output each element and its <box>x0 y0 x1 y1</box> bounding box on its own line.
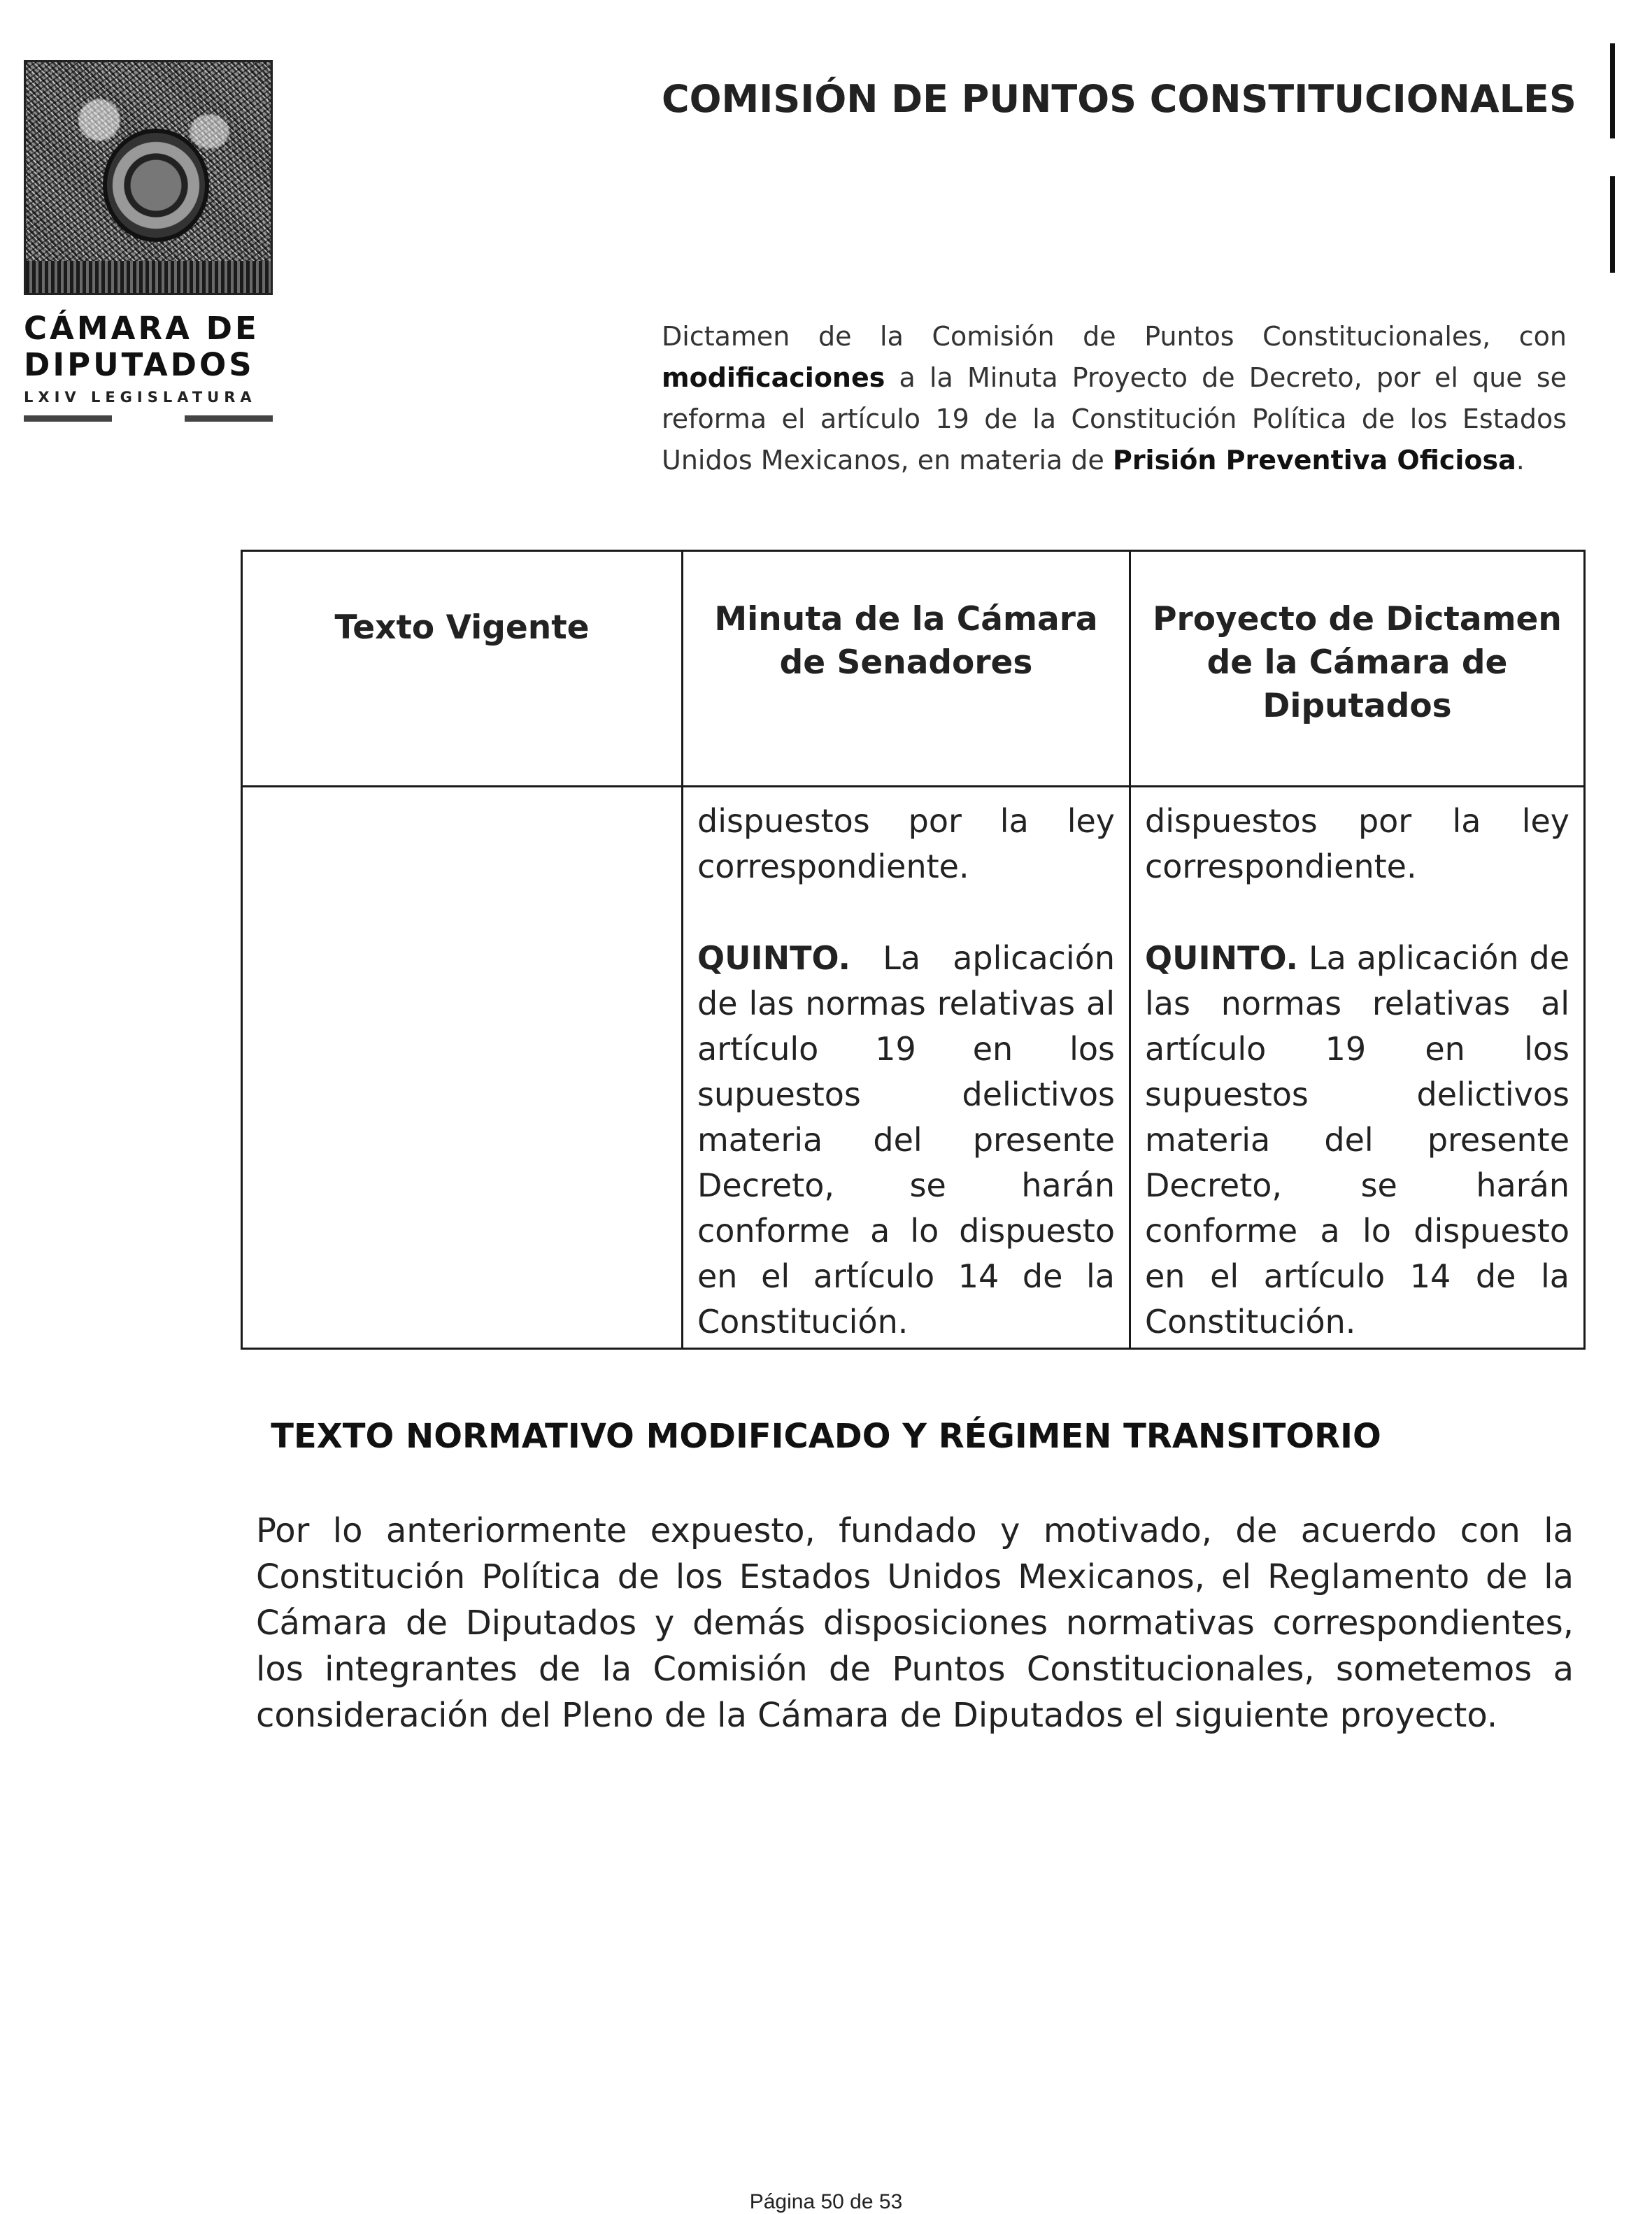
summary-text: . <box>1516 445 1525 476</box>
seal-base <box>26 261 271 293</box>
logo-bar-right <box>185 415 273 422</box>
legislatura-label: LXIV LEGISLATURA <box>24 389 257 406</box>
comparison-table <box>241 550 1586 1350</box>
summary-bold-modificaciones: modificaciones <box>662 362 885 393</box>
chamber-name-line-2: DIPUTADOS <box>24 346 255 383</box>
cell-intro-text: dispuestos por la ley correspondiente. <box>1145 802 1569 885</box>
article-label: QUINTO. <box>1145 939 1299 977</box>
commission-title: COMISIÓN DE PUNTOS CONSTITUCIONALES <box>662 77 1576 121</box>
article-text: La aplicación de las normas relativas al artículo 19 en los supuestos delictivos materia del presente Decreto, se harán conforme a lo dispuesto en el artículo 14 de la Constitución. <box>697 939 1115 1341</box>
section-heading: TEXTO NORMATIVO MODIFICADO Y RÉGIMEN TRANSITORIO <box>271 1417 1381 1456</box>
transitory-article <box>697 936 1115 1345</box>
cell-intro-text: dispuestos por la ley correspondiente. <box>697 802 1115 885</box>
table-row <box>242 787 1585 1349</box>
chamber-name <box>24 310 276 383</box>
column-header-minuta-senadores: Minuta de la Cámara de Senadores <box>683 551 1130 787</box>
logo-bar-left <box>24 415 112 422</box>
summary-bold-prision-preventiva: Prisión Preventiva Oficiosa <box>1112 445 1516 476</box>
scan-edge-mark <box>1610 176 1615 273</box>
seal-emblem <box>103 129 209 242</box>
cell-proyecto-dictamen <box>1130 787 1585 1349</box>
body-paragraph: Por lo anteriormente expuesto, fundado y motivado, de acuerdo con la Constitución Política de los Estados Unidos Mexicanos, el Reglamento de la Cámara de Diputados y demás disposiciones normativas correspondientes, los integrantes de la Comisión de Puntos Constitucionales, sometemos a consideración del Pleno de la Cámara de Diputados el siguiente proyecto. <box>256 1511 1574 1735</box>
logo-divider-bars <box>24 415 273 422</box>
coat-of-arms-seal-icon <box>24 60 273 295</box>
cell-minuta-senadores <box>683 787 1130 1349</box>
article-text: La aplicación de las normas relativas al artículo 19 en los supuestos delictivos materia del presente Decreto, se harán conforme a lo dispuesto en el artículo 14 de la Constitución. <box>1145 939 1569 1341</box>
page-number: Página 50 de 53 <box>749 2190 903 2213</box>
scan-edge-mark <box>1610 43 1615 138</box>
article-label: QUINTO. <box>697 939 851 977</box>
cell-texto-vigente <box>242 787 683 1349</box>
summary-text: Dictamen de la Comisión de Puntos Constitucionales, con <box>662 321 1567 352</box>
column-header-proyecto-dictamen: Proyecto de Dictamen de la Cámara de Diputados <box>1130 551 1585 787</box>
column-header-texto-vigente: Texto Vigente <box>242 551 683 787</box>
chamber-logo <box>24 60 276 422</box>
dictamen-summary <box>662 316 1567 481</box>
chamber-name-line-1: CÁMARA DE <box>24 310 259 347</box>
transitory-article <box>1145 936 1569 1345</box>
table-header-row <box>242 551 1585 787</box>
summary-text: a la Minuta Proyecto de Decreto, por el que se reforma el artículo 19 de la Constitución Política de los Estados Unidos Mexicanos, en materia de <box>662 362 1567 476</box>
